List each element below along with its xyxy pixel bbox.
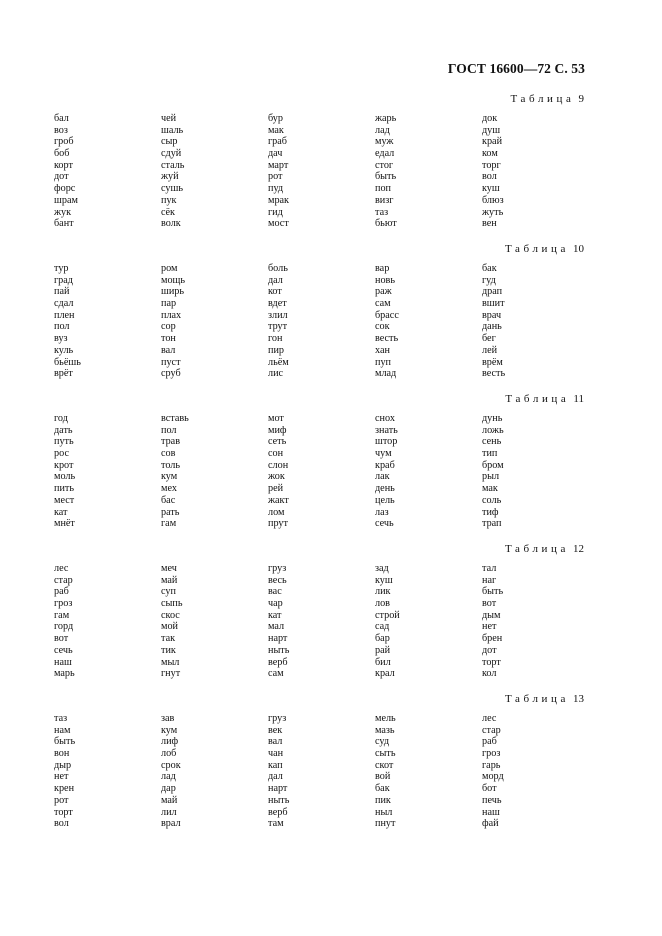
word: волк — [161, 218, 181, 230]
word: морд — [482, 771, 504, 783]
word: меч — [161, 563, 177, 574]
word: трав — [161, 436, 181, 448]
word: цель — [375, 494, 395, 506]
word: пуд — [268, 183, 284, 195]
word: вол — [54, 818, 69, 830]
word-column — [268, 113, 289, 230]
table-label: Таблица — [505, 243, 569, 255]
word: мощь — [161, 274, 186, 286]
word-column — [482, 263, 505, 380]
word: так — [161, 633, 176, 645]
table-number: 12 — [573, 543, 584, 555]
word: трап — [482, 518, 502, 530]
word: весть — [375, 333, 399, 345]
word: лад — [161, 771, 176, 783]
word: вуз — [54, 333, 68, 345]
word: тур — [54, 263, 69, 274]
table-label: Таблица — [505, 543, 569, 555]
word: бром — [482, 459, 504, 471]
word: год — [54, 413, 68, 424]
word: тик — [161, 644, 176, 656]
table-title — [511, 93, 585, 105]
word: быть — [375, 171, 397, 183]
word: ком — [482, 148, 498, 160]
table-label: Таблица — [510, 93, 575, 105]
word: зав — [161, 713, 175, 724]
word: толь — [161, 459, 181, 471]
word: крал — [375, 668, 395, 680]
word: бьёшь — [54, 356, 81, 368]
table-title — [505, 393, 584, 405]
word: раж — [375, 286, 392, 298]
word: куль — [54, 344, 74, 356]
word: лес — [54, 563, 69, 574]
word: пир — [268, 344, 284, 356]
word: краб — [375, 459, 395, 471]
word: жакт — [268, 494, 289, 506]
word: снох — [375, 413, 395, 424]
word: раб — [482, 736, 497, 748]
word: горд — [54, 621, 74, 633]
word: стар — [54, 574, 73, 586]
word: сад — [375, 621, 390, 633]
word: мот — [268, 413, 284, 424]
word: мал — [268, 621, 285, 633]
word: лов — [375, 598, 390, 610]
word-column — [161, 113, 184, 230]
word: рыл — [482, 471, 500, 483]
word: кат — [54, 506, 68, 518]
word: мнёт — [54, 518, 75, 530]
word: груз — [268, 563, 287, 574]
word: гарь — [482, 759, 501, 771]
word: боб — [54, 148, 70, 160]
word: вой — [375, 771, 391, 783]
word: прут — [268, 518, 288, 530]
table-title — [505, 243, 584, 255]
word: град — [54, 274, 73, 286]
word: вал — [161, 344, 176, 356]
word: лак — [375, 471, 390, 483]
word: ложь — [482, 424, 504, 436]
word: док — [482, 113, 498, 124]
word: май — [161, 794, 178, 806]
word: скот — [375, 759, 394, 771]
word: сдал — [54, 298, 74, 310]
word: граб — [268, 136, 287, 148]
word: плен — [54, 309, 75, 321]
word: тиф — [482, 506, 499, 518]
word: весть — [482, 368, 506, 380]
table-title — [505, 543, 584, 555]
word: дань — [482, 321, 502, 333]
word-column — [375, 113, 397, 230]
word: лоб — [161, 748, 177, 760]
word: вол — [482, 171, 497, 183]
word-column — [268, 413, 289, 530]
word: вон — [54, 748, 70, 760]
word: торт — [482, 656, 501, 668]
word: врёт — [54, 368, 73, 380]
page-header: ГОСТ 16600—72 С. 53 — [447, 61, 585, 76]
word: пить — [54, 483, 75, 495]
word: драп — [482, 286, 503, 298]
word: вен — [482, 218, 497, 230]
word: лом — [268, 506, 285, 518]
word: бал — [54, 113, 69, 124]
word: строй — [375, 609, 400, 621]
word: сам — [375, 298, 391, 310]
word: крен — [54, 783, 75, 795]
word: бас — [161, 494, 176, 506]
word: сок — [375, 321, 390, 333]
word: май — [161, 574, 178, 586]
word-column — [268, 563, 289, 680]
word: фай — [482, 818, 499, 830]
word-column — [161, 413, 189, 530]
word: кат — [268, 609, 282, 621]
word: врач — [482, 309, 502, 321]
word: таз — [375, 206, 389, 218]
word: бег — [482, 333, 496, 345]
word: сам — [268, 668, 284, 680]
word: рай — [375, 644, 391, 656]
word: дунь — [482, 413, 503, 424]
word-column — [482, 113, 504, 230]
word: тон — [161, 333, 176, 345]
word: злил — [268, 309, 288, 321]
word: пик — [375, 794, 391, 806]
word: штор — [375, 436, 398, 448]
word: лаз — [375, 506, 389, 518]
word: ныть — [268, 794, 290, 806]
word: мыл — [161, 656, 180, 668]
word: сечь — [375, 518, 394, 530]
word: ром — [161, 263, 178, 274]
word: дар — [161, 783, 176, 795]
word: март — [268, 159, 289, 171]
word: нарт — [268, 633, 288, 645]
word: бьют — [375, 218, 397, 230]
word: мак — [482, 483, 498, 495]
word-column — [54, 263, 81, 380]
word: кум — [161, 471, 178, 483]
word: срок — [161, 759, 181, 771]
word: вас — [268, 586, 282, 598]
word: таз — [54, 713, 68, 724]
word: бак — [482, 263, 497, 274]
word: чей — [161, 113, 177, 124]
word: бил — [375, 656, 391, 668]
word: быть — [54, 736, 76, 748]
word-column — [161, 713, 181, 830]
word: гнут — [161, 668, 181, 680]
word: бак — [375, 783, 390, 795]
word: кап — [268, 759, 283, 771]
word: нам — [54, 724, 71, 736]
word: боль — [268, 263, 288, 274]
word: дач — [268, 148, 283, 160]
word: миф — [268, 424, 287, 436]
word: рос — [54, 448, 69, 460]
word: верб — [268, 806, 288, 818]
word: сечь — [54, 644, 73, 656]
word: моль — [54, 471, 76, 483]
word: печь — [482, 794, 502, 806]
word: сыпь — [161, 598, 183, 610]
table-label: Таблица — [505, 393, 570, 405]
word: сыть — [375, 748, 396, 760]
word: лес — [482, 713, 497, 724]
table-number: 11 — [573, 393, 584, 405]
word: жок — [268, 471, 285, 483]
word: там — [268, 818, 284, 830]
word: гам — [161, 518, 177, 530]
word: мех — [161, 483, 177, 495]
word: дал — [268, 771, 283, 783]
word: наш — [54, 656, 72, 668]
word: вот — [482, 598, 497, 610]
word: врём — [482, 356, 503, 368]
word: гид — [268, 206, 283, 218]
word: сёк — [161, 206, 175, 218]
word: наш — [482, 806, 500, 818]
word: ширь — [161, 286, 185, 298]
word-column — [54, 113, 78, 230]
word: плах — [161, 309, 182, 321]
word: сон — [268, 448, 284, 460]
word: марь — [54, 668, 75, 680]
word-column — [375, 413, 398, 530]
word: торг — [482, 159, 501, 171]
word: суд — [375, 736, 390, 748]
word-column — [375, 263, 399, 380]
word: лис — [268, 368, 284, 380]
word: чар — [268, 598, 283, 610]
word: торт — [54, 806, 73, 818]
word: брасс — [375, 309, 399, 321]
word: льём — [268, 356, 289, 368]
table-number: 10 — [573, 243, 584, 255]
word: сень — [482, 436, 502, 448]
word: тал — [482, 563, 497, 574]
word-column — [54, 713, 75, 830]
word: дот — [482, 644, 497, 656]
word: кот — [268, 286, 282, 298]
word: млад — [375, 368, 397, 380]
word: поп — [375, 183, 391, 195]
word: кол — [482, 668, 497, 680]
word: дот — [54, 171, 69, 183]
word-column — [375, 563, 400, 680]
word: мазь — [375, 724, 395, 736]
word: пук — [161, 194, 177, 206]
word: пол — [161, 424, 177, 436]
word: пуп — [375, 356, 391, 368]
word: дым — [482, 609, 501, 621]
word: ныть — [268, 644, 290, 656]
word-column — [375, 713, 396, 830]
word: верб — [268, 656, 288, 668]
word: гроз — [482, 748, 501, 760]
word: нет — [482, 621, 497, 633]
word: зад — [375, 563, 389, 574]
word: лик — [375, 586, 391, 598]
word: ныл — [375, 806, 393, 818]
word: сор — [161, 321, 176, 333]
word: крот — [54, 459, 74, 471]
word: знать — [375, 424, 398, 436]
word: дал — [268, 274, 283, 286]
word: мак — [268, 124, 284, 136]
word: блюз — [482, 194, 504, 206]
word: бур — [268, 113, 283, 124]
word: быть — [482, 586, 504, 598]
word: рать — [161, 506, 180, 518]
word: шаль — [161, 124, 184, 136]
word: сдуй — [161, 148, 182, 160]
word: шрам — [54, 194, 78, 206]
word: сыр — [161, 136, 178, 148]
word: врал — [161, 818, 181, 830]
word: мест — [54, 494, 75, 506]
word: жуй — [161, 171, 179, 183]
word: наг — [482, 574, 497, 586]
table-number: 13 — [573, 693, 584, 705]
word: пнут — [375, 818, 396, 830]
word-column — [482, 563, 503, 680]
word: вот — [54, 633, 69, 645]
word: нарт — [268, 783, 288, 795]
word: куш — [375, 574, 393, 586]
word: корт — [54, 159, 73, 171]
word: чум — [375, 448, 392, 460]
word-column — [268, 263, 289, 380]
word: лей — [482, 344, 498, 356]
word: сов — [161, 448, 176, 460]
word: пол — [54, 321, 70, 333]
word: век — [268, 724, 283, 736]
word: дыр — [54, 759, 72, 771]
word: дать — [54, 424, 73, 436]
word: сруб — [161, 368, 181, 380]
word: вставь — [161, 413, 189, 424]
word-column — [268, 713, 289, 830]
word-column — [54, 413, 75, 530]
word-column — [482, 413, 504, 530]
word: воз — [54, 124, 68, 136]
word: хан — [375, 344, 390, 356]
word: суп — [161, 586, 176, 598]
word-column — [161, 263, 185, 380]
word: трут — [268, 321, 288, 333]
word: бот — [482, 783, 497, 795]
word: край — [482, 136, 503, 148]
word: сталь — [161, 159, 185, 171]
word: едал — [375, 148, 395, 160]
word: вар — [375, 263, 390, 274]
word: лад — [375, 124, 390, 136]
word: форс — [54, 183, 76, 195]
word: новь — [375, 274, 396, 286]
word: день — [375, 483, 395, 495]
word: муж — [375, 136, 394, 148]
word: гроз — [54, 598, 73, 610]
word: пар — [161, 298, 177, 310]
word: путь — [54, 436, 74, 448]
word: сушь — [161, 183, 183, 195]
word: бант — [54, 218, 74, 230]
word: брен — [482, 633, 503, 645]
table-title — [505, 693, 584, 705]
word: слон — [268, 459, 289, 471]
word: жарь — [375, 113, 397, 124]
word: весь — [268, 574, 287, 586]
word: пай — [54, 286, 70, 298]
word: мост — [268, 218, 289, 230]
word-column — [161, 563, 182, 680]
word: рот — [268, 171, 283, 183]
word: визг — [375, 194, 394, 206]
word: чан — [268, 748, 284, 760]
word: куш — [482, 183, 500, 195]
word-column — [54, 563, 75, 680]
word: лил — [161, 806, 177, 818]
word: гроб — [54, 136, 74, 148]
word: раб — [54, 586, 69, 598]
word: стог — [375, 159, 394, 171]
word: бар — [375, 633, 390, 645]
word: вал — [268, 736, 283, 748]
word: гон — [268, 333, 283, 345]
word: мрак — [268, 194, 290, 206]
word: скос — [161, 609, 180, 621]
word: мой — [161, 621, 178, 633]
word: нет — [54, 771, 69, 783]
word: душ — [482, 124, 501, 136]
word: пуст — [161, 356, 181, 368]
word: вдет — [268, 298, 287, 310]
word: вшит — [482, 298, 505, 310]
word: рей — [268, 483, 284, 495]
word: сеть — [268, 436, 287, 448]
word: жуть — [482, 206, 504, 218]
word: груз — [268, 713, 287, 724]
word: гуд — [482, 274, 496, 286]
word: лиф — [161, 736, 179, 748]
word: гам — [54, 609, 70, 621]
word-column — [482, 713, 504, 830]
table-label: Таблица — [505, 693, 569, 705]
word: мель — [375, 713, 396, 724]
word: соль — [482, 494, 502, 506]
word: стар — [482, 724, 501, 736]
table-number: 9 — [578, 93, 584, 105]
word: рот — [54, 794, 69, 806]
word: кум — [161, 724, 178, 736]
word: тип — [482, 448, 498, 460]
word: жук — [54, 206, 72, 218]
